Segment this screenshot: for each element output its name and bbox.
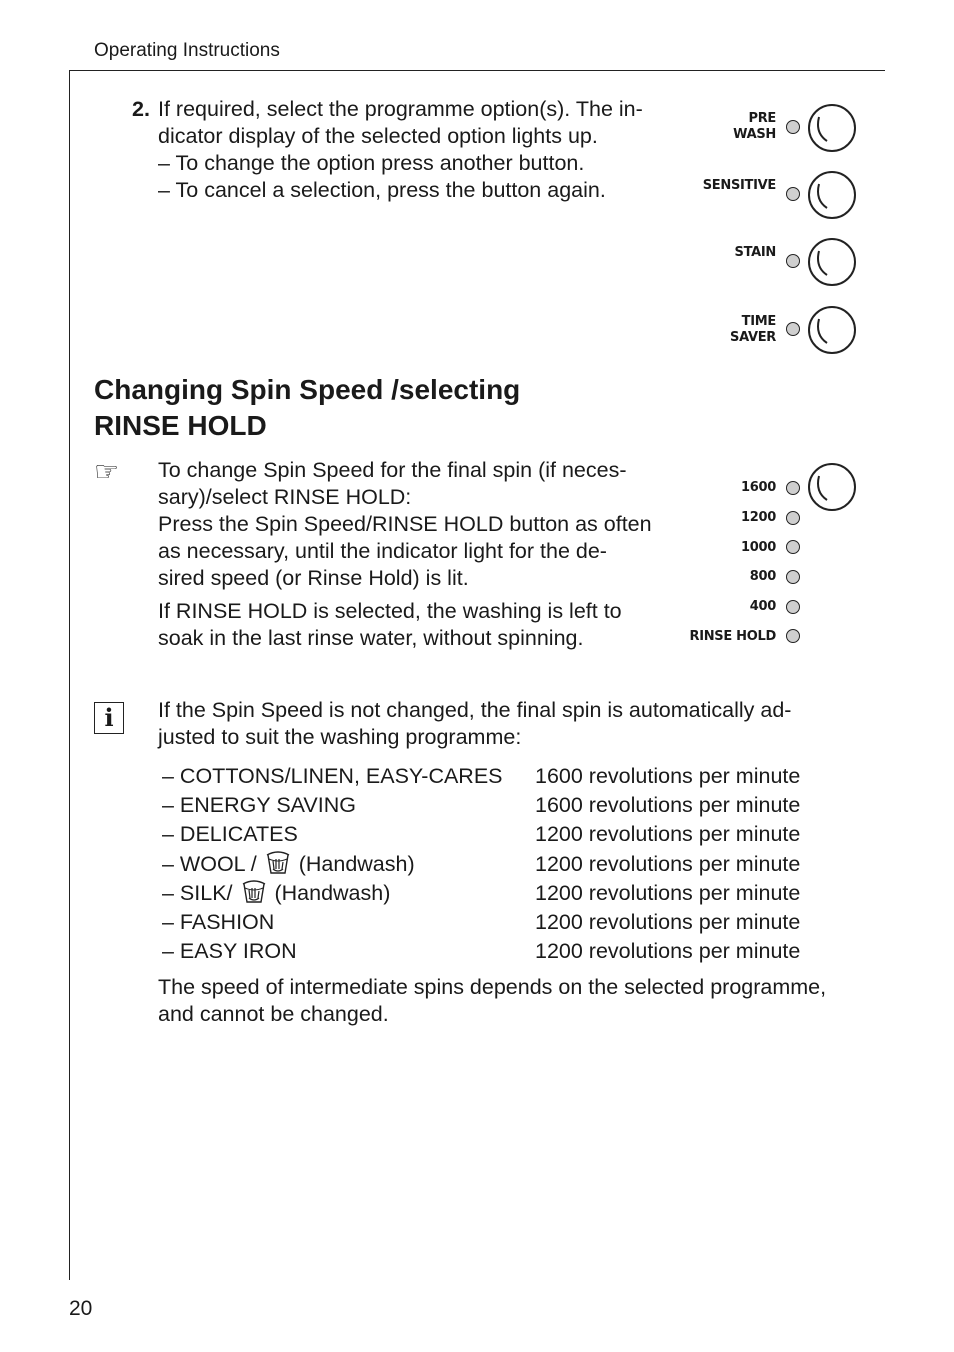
- handwash-icon: [263, 852, 293, 876]
- rpm-value: 1200 revolutions per minute: [535, 910, 801, 934]
- programme-name: – COTTONS/LINEN, EASY-CARES: [162, 764, 503, 788]
- indicator-light-icon: [786, 481, 800, 495]
- margin-rule: [69, 70, 70, 1280]
- rpm-value: 1600 revolutions per minute: [535, 793, 801, 818]
- header-rule: [69, 70, 885, 71]
- programme-name: – EASY IRON: [162, 939, 297, 964]
- programme-name: – SILK/ (Handwash): [162, 880, 391, 905]
- option-button-timesaver[interactable]: [807, 305, 857, 355]
- step-line: dicator display of the selected option lights up.: [158, 124, 598, 148]
- option-button-stain[interactable]: [807, 237, 857, 287]
- step-2-text: [158, 96, 678, 204]
- indicator-light-icon: [786, 540, 800, 554]
- option-label-timesaver: TIME SAVER: [730, 314, 776, 345]
- step-number: 2.: [132, 97, 150, 121]
- step-line: – To cancel a selection, press the button again.: [158, 178, 606, 202]
- rpm-value: 1600 revolutions per minute: [535, 764, 801, 788]
- indicator-light-icon: [786, 254, 800, 268]
- programme-name: – FASHION: [162, 910, 275, 934]
- spin-label-1200: 1200: [741, 510, 776, 525]
- pointing-hand-icon: ☞: [94, 456, 120, 487]
- indicator-light-icon: [786, 187, 800, 201]
- rpm-value: 1200 revolutions per minute: [535, 851, 801, 876]
- programme-name: – WOOL / (Handwash): [162, 851, 415, 876]
- handwash-icon: [239, 881, 269, 905]
- spin-label-1000: 1000: [741, 540, 776, 555]
- indicator-light-icon: [786, 322, 800, 336]
- rpm-value: 1200 revolutions per minute: [535, 822, 801, 847]
- step-line: If required, select the programme option(s). The in-: [158, 97, 643, 121]
- option-buttons-illustration: [640, 100, 880, 360]
- page-header: Operating Instructions: [94, 40, 280, 61]
- spin-speed-instructions: To change Spin Speed for the final spin (if neces- sary)/select RINSE HOLD: Press the Spin Speed/RINSE HOLD button as often as necessary, until the indicator light for the de- sired speed (or Rinse Hold) is lit.: [158, 458, 652, 590]
- rpm-value: 1200 revolutions per minute: [535, 939, 801, 964]
- page-number: 20: [69, 1297, 93, 1320]
- indicator-light-icon: [786, 511, 800, 525]
- option-label-stain: STAIN: [734, 245, 776, 260]
- spin-label-400: 400: [749, 599, 776, 614]
- rpm-value: 1200 revolutions per minute: [535, 880, 801, 905]
- spin-label-rinse-hold: RINSE HOLD: [689, 629, 776, 644]
- section-title: Changing Spin Speed /selecting RINSE HOLD: [94, 374, 521, 441]
- step-line: – To change the option press another button.: [158, 151, 585, 175]
- indicator-light-icon: [786, 600, 800, 614]
- option-button-sensitive[interactable]: [807, 170, 857, 220]
- spin-label-1600: 1600: [741, 480, 776, 495]
- spin-speed-panel-illustration: [640, 462, 880, 652]
- programme-name: – DELICATES: [162, 822, 298, 847]
- option-button-prewash[interactable]: [807, 103, 857, 153]
- info-note-text: If the Spin Speed is not changed, the final spin is automatically ad- justed to suit the washing programme:: [158, 698, 792, 749]
- info-icon: i: [94, 702, 124, 734]
- spin-label-800: 800: [749, 569, 776, 584]
- programme-name: – ENERGY SAVING: [162, 793, 356, 818]
- indicator-light-icon: [786, 629, 800, 643]
- option-label-prewash: PRE WASH: [733, 111, 776, 142]
- closing-paragraph: The speed of intermediate spins depends on the selected programme, and cannot be changed.: [158, 975, 827, 1026]
- spin-speed-button[interactable]: [807, 462, 857, 512]
- indicator-light-icon: [786, 120, 800, 134]
- rinse-hold-explanation: If RINSE HOLD is selected, the washing is left to soak in the last rinse water, without spinning.: [158, 599, 622, 650]
- indicator-light-icon: [786, 570, 800, 584]
- option-label-sensitive: SENSITIVE: [702, 178, 776, 193]
